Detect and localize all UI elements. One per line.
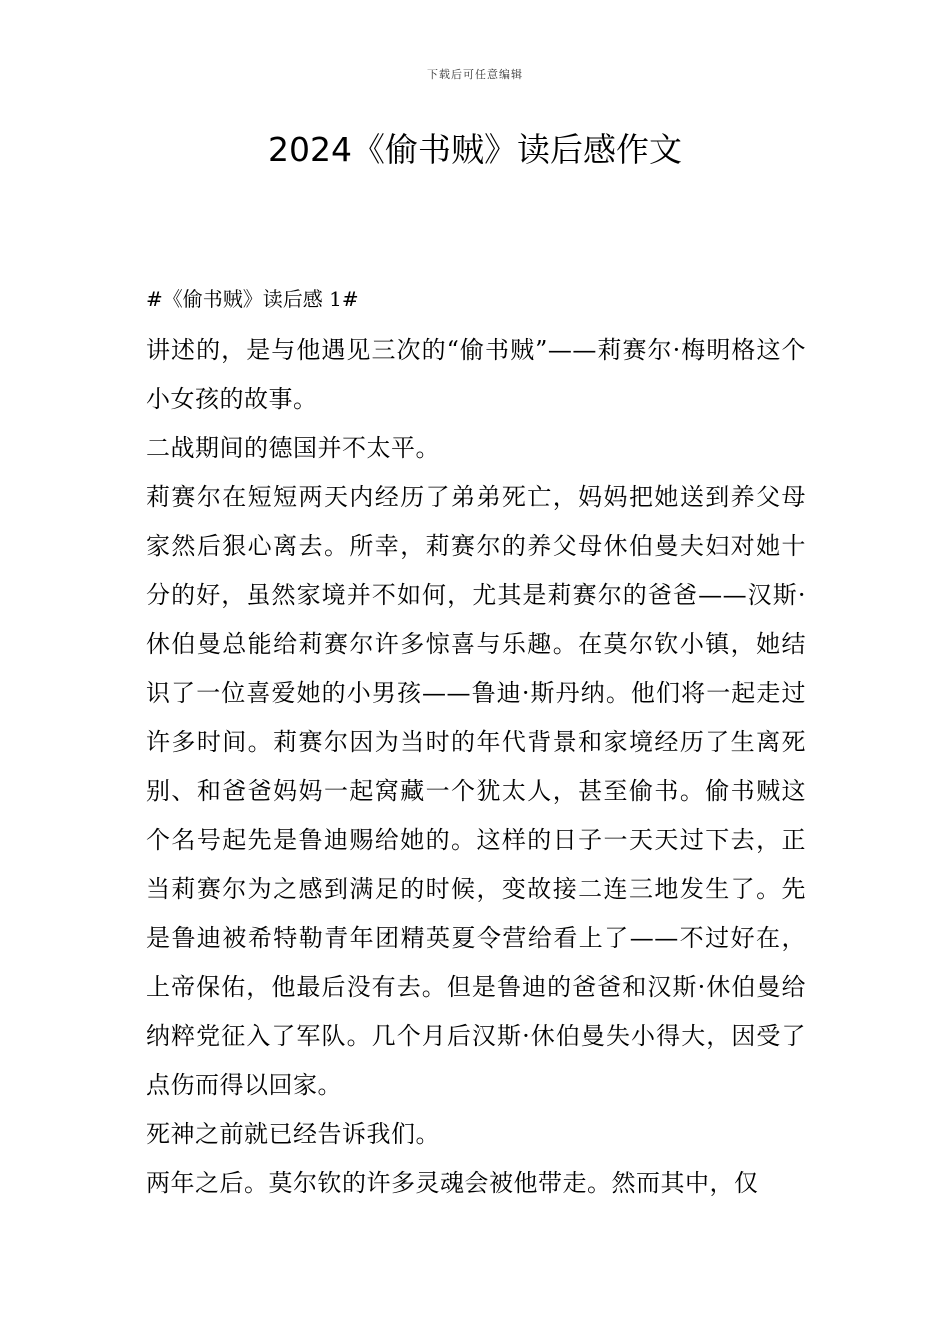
header-note: 下载后可任意编辑 [427, 68, 523, 81]
paragraph-3: 莉赛尔在短短两天内经历了弟弟死亡，妈妈把她送到养父母家然后狠心离去。所幸，莉赛尔的养父母休伯曼夫妇对她十分的好，虽然家境并不如何，尤其是莉赛尔的爸爸——汉斯·休伯曼总能给莉赛尔许多惊喜与乐趣。在莫尔钦小镇，她结识了一位喜爱她的小男孩——鲁迪·斯丹纳。他们将一起走过许多时间。莉赛尔因为当时的年代背景和家境经历了生离死别、和爸爸妈妈一起窝藏一个犹太人，甚至偷书。偷书贼这个名号起先是鲁迪赐给她的。这样的日子一天天过下去，正当莉赛尔为之感到满足的时候，变故接二连三地发生了。先是鲁迪被希特勒青年团精英夏令营给看上了——不过好在，上帝保佑，他最后没有去。但是鲁迪的爸爸和汉斯·休伯曼给纳粹党征入了军队。几个月后汉斯·休伯曼失小得大，因受了点伤而得以回家。 [146, 483, 806, 1099]
paragraph-1: 讲述的，是与他遇见三次的“偷书贼”——莉赛尔·梅明格这个小女孩的故事。 [146, 336, 806, 413]
paragraph-4: 死神之前就已经告诉我们。 [146, 1120, 440, 1148]
paragraph-2: 二战期间的德国并不太平。 [146, 434, 440, 462]
document-title: 2024《偷书贼》读后感作文 [268, 130, 682, 169]
section-heading: #《偷书贼》读后感 1# [146, 287, 359, 311]
body-text [146, 326, 806, 1208]
paragraph-5: 两年之后。莫尔钦的许多灵魂会被他带走。然而其中，仅 [146, 1169, 759, 1197]
